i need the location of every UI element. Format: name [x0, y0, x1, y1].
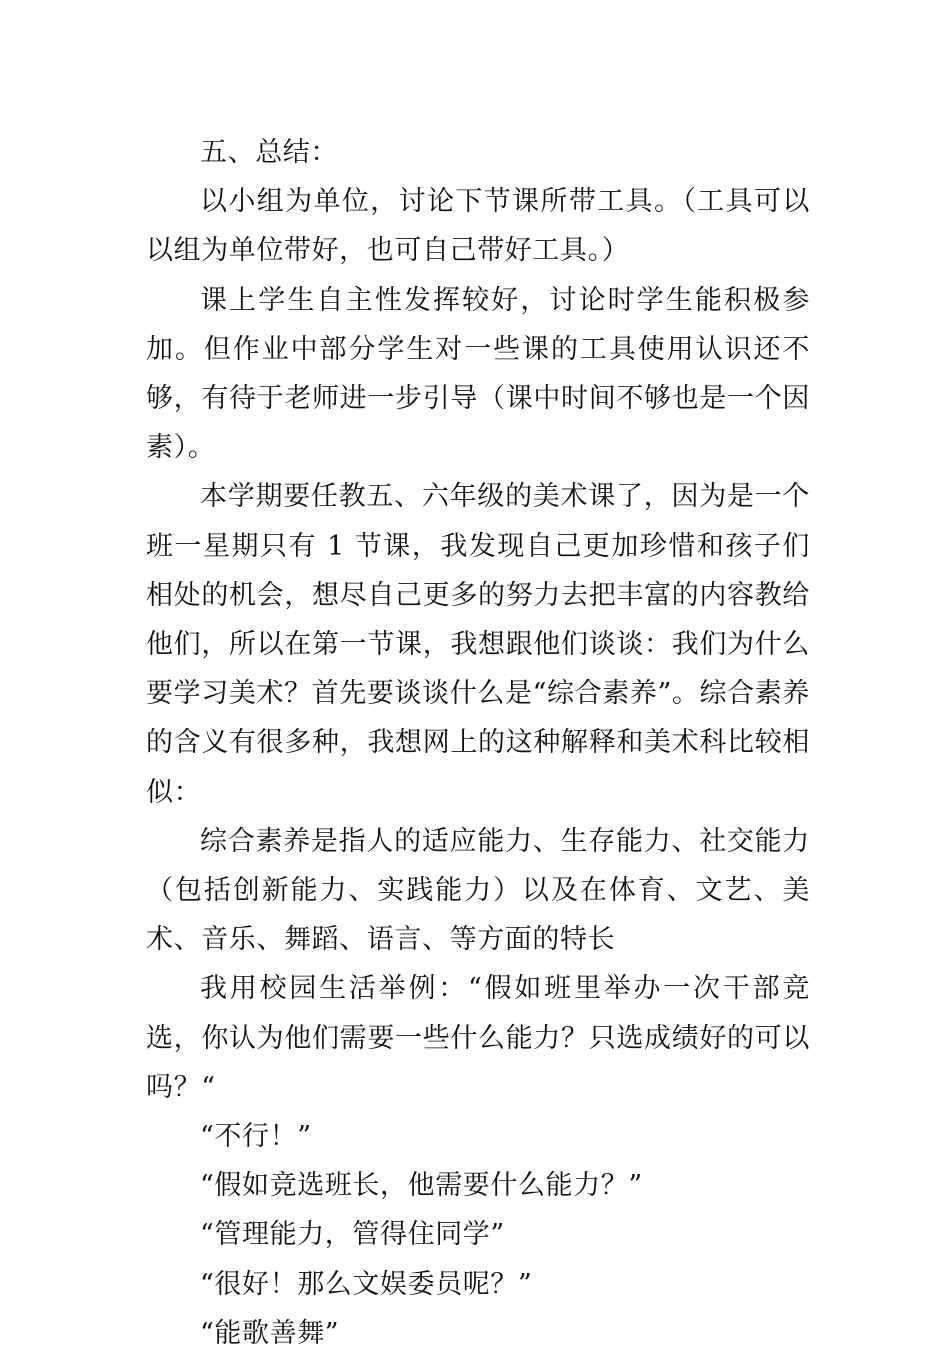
dialogue-line: “假如竞选班长，他需要什么能力？”: [200, 1170, 643, 1202]
dialogue-line: “不行！”: [200, 1121, 312, 1153]
dialogue-line: “很好！那么文娱委员呢？”: [200, 1268, 533, 1300]
dialogue-line: “能歌善舞”: [200, 1317, 340, 1349]
paragraph-group-discussion: 以小组为单位，讨论下节课所带工具。（工具可以以组为单位带好，也可自己带好工具。）: [146, 186, 810, 267]
paragraph-definition: 综合素养是指人的适应能力、生存能力、社交能力（包括创新能力、实践能力）以及在体育、文艺、美术、音乐、舞蹈、语言、等方面的特长: [146, 825, 810, 956]
paragraph-campus-example: 我用校园生活举例：“假如班里举办一次干部竞选，你认为他们需要一些什么能力？只选成绩好的可以吗？“: [146, 973, 810, 1103]
section-heading-summary: 五、总结：: [200, 137, 338, 168]
document-body: [146, 128, 810, 1358]
paragraph-semester-intro: 本学期要任教五、六年级的美术课了，因为是一个班一星期只有 1 节课，我发现自己更加珍惜和孩子们相处的机会，想尽自己更多的努力去把丰富的内容教给他们，所以在第一节课，我想跟他们谈谈：我们为什么要学习美术？首先要谈谈什么是“综合素养”。综合素养的含义有很多种，我想网上的这种解释和美术科比较相似：: [146, 481, 810, 808]
paragraph-class-reflection: 课上学生自主性发挥较好，讨论时学生能积极参加。但作业中部分学生对一些课的工具使用认识还不够，有待于老师进一步引导（课中时间不够也是一个因素）。: [146, 284, 810, 464]
dialogue-line: “管理能力，管得住同学”: [200, 1219, 505, 1251]
